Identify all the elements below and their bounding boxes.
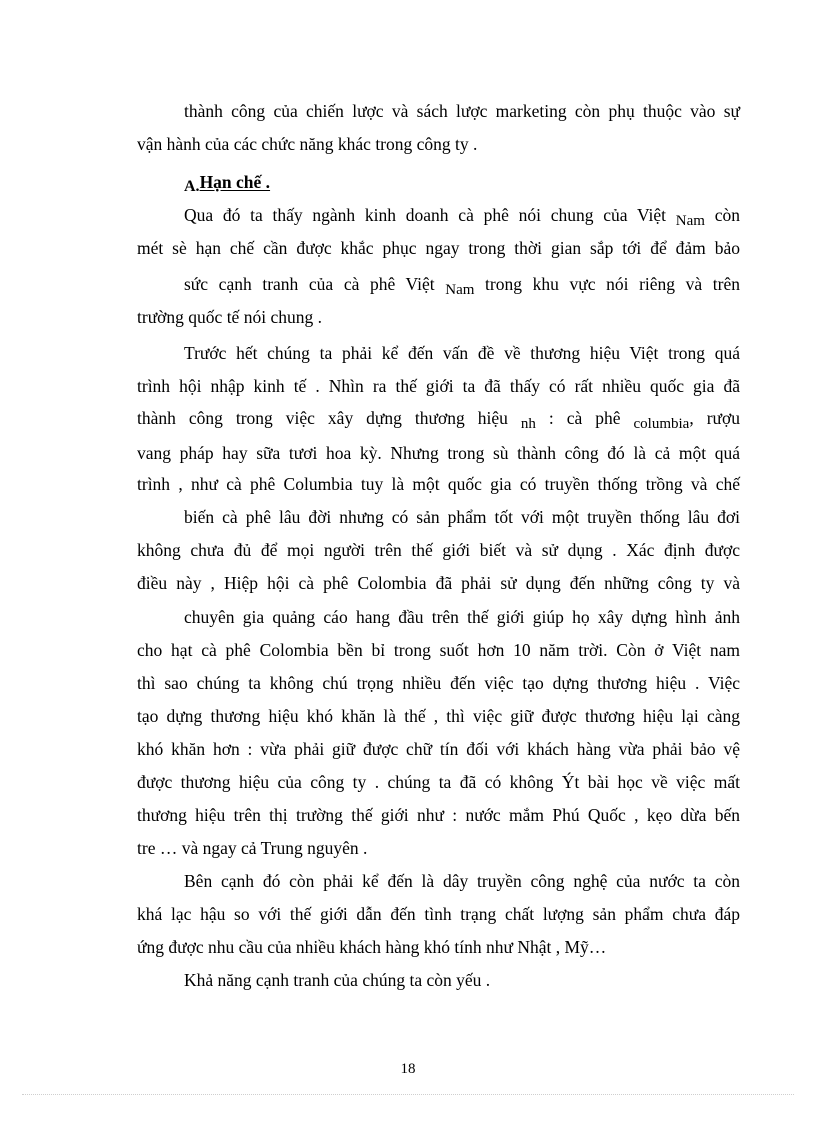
text-line: khá lạc hậu so với thế giới dẫn đến tình trạng chất lượng sản phẩm chưa đáp — [137, 904, 740, 924]
text-line: khó khăn hơn : vừa phải giữ được chữ tín đối với khách hàng vừa phải bảo vệ — [137, 739, 740, 759]
text-line — [137, 407, 740, 431]
text-span: columbia — [633, 416, 690, 432]
text-span: Qua đó ta thấy ngành kinh doanh cà phê nói chung của Việt — [184, 205, 676, 225]
text-span: trong khu vực nói riêng và trên — [474, 274, 740, 294]
text-line: trình hội nhập kinh tế . Nhìn ra thế giới ta đã thấy có rất nhiều quốc gia đã — [137, 376, 740, 396]
text-line: mét sè hạn chế cần được khắc phục ngay trong thời gian sắp tới để đảm bảo — [137, 238, 740, 258]
text-line: chuyên gia quảng cáo hang đầu trên thế giới giúp họ xây dựng hình ảnh — [184, 607, 740, 627]
text-line: thì sao chúng ta không chú trọng nhiều đến việc tạo dựng thương hiệu . Việc — [137, 673, 740, 693]
text-line: ứng được nhu cầu của nhiều khách hàng khó tính như Nhật , Mỹ… — [137, 937, 607, 957]
text-span: nh — [520, 416, 536, 432]
text-line: Khả năng cạnh tranh của chúng ta còn yếu . — [184, 970, 491, 990]
text-line: biến cà phê lâu đời nhưng có sản phẩm tốt với một truyền thống lâu đơi — [184, 507, 740, 527]
heading-title: Hạn chế . — [199, 172, 271, 192]
text-line: thành công của chiến lược và sách lược marketing còn phụ thuộc vào sự — [184, 101, 740, 121]
text-line: vang pháp hay sữa tươi hoa kỳ. Nhưng trong sù thành công đó là cả một quá — [137, 443, 740, 463]
text-span: thành công trong việc xây dựng thương hiệu — [137, 408, 521, 428]
text-span: , rượu — [689, 408, 741, 428]
text-line: tre … và ngay cả Trung nguyên . — [137, 838, 368, 858]
text-line: vận hành của các chức năng khác trong công ty . — [137, 134, 478, 154]
text-line: Trước hết chúng ta phải kể đến vấn đề về thương hiệu Việt trong quá — [184, 343, 740, 363]
text-line: cho hạt cà phê Colombia bền bỉ trong suốt hơn 10 năm trời. Còn ở Việt nam — [137, 640, 740, 660]
text-line: điều này , Hiệp hội cà phê Colombia đã phải sử dụng đến những công ty và — [137, 573, 740, 593]
text-line — [184, 204, 740, 228]
page-number: 18 — [400, 1061, 416, 1077]
text-line: trường quốc tế nói chung . — [137, 307, 322, 327]
text-line: trình , như cà phê Columbia tuy là một quốc gia có truyền thống trồng và chế — [137, 474, 740, 494]
section-heading — [184, 171, 270, 195]
text-span: còn — [704, 205, 740, 225]
heading-marker: A. — [184, 178, 200, 195]
text-span: Nam — [445, 282, 475, 298]
text-span: : cà phê — [535, 408, 634, 428]
text-line: thương hiệu trên thị trường thế giới như : nước mắm Phú Quốc , kẹo dừa bến — [137, 805, 740, 825]
text-span: sức cạnh tranh của cà phê Việt — [184, 274, 446, 294]
text-line: tạo dựng thương hiệu khó khăn là thế , thì việc giữ được thương hiệu lại càng — [137, 706, 740, 726]
text-span: Nam — [675, 213, 705, 229]
text-line: Bên cạnh đó còn phải kể đến là dây truyền công nghệ của nước ta còn — [184, 871, 740, 891]
text-line — [184, 273, 740, 297]
text-line: được thương hiệu của công ty . chúng ta đã có không Ýt bài học về việc mất — [137, 772, 740, 792]
page-bottom-rule — [22, 1094, 794, 1095]
text-line: không chưa đủ để mọi người trên thế giới biết và sử dụng . Xác định được — [137, 540, 740, 560]
